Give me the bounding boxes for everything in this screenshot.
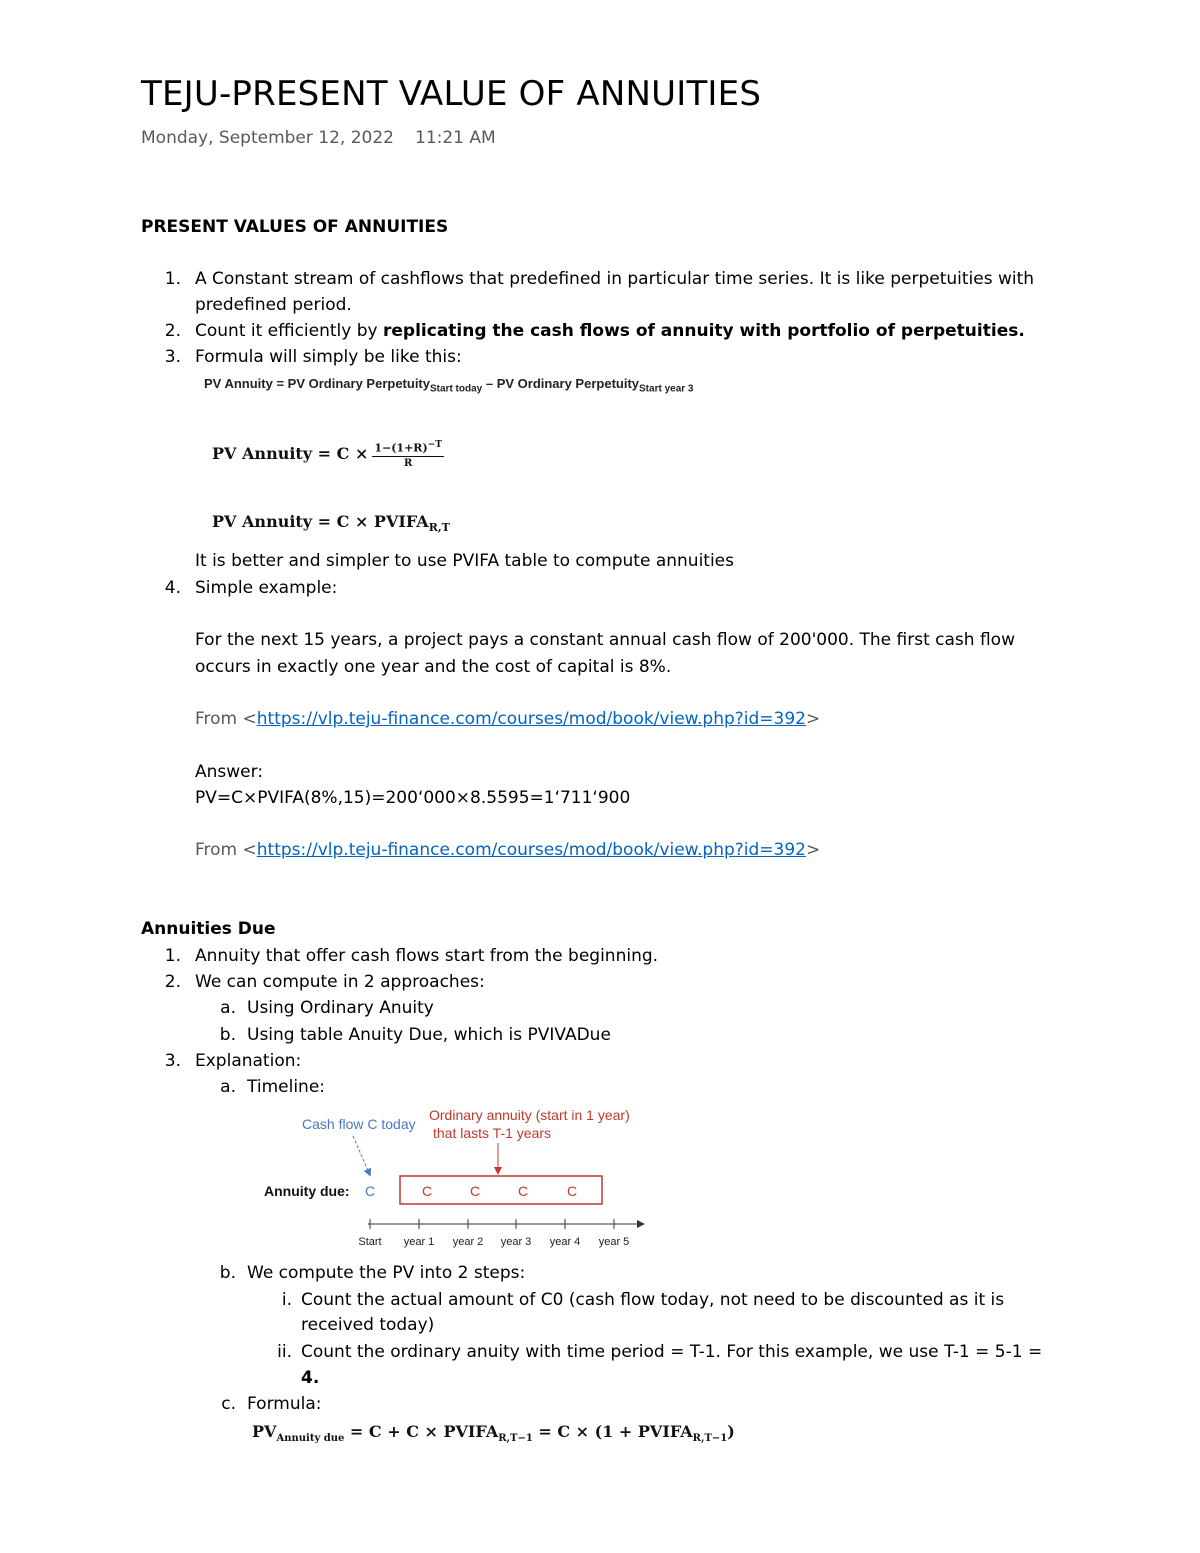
step-text: 4.: [301, 1368, 320, 1388]
cash-today-c: C: [365, 1183, 376, 1199]
formula-pv-annuity-due: [252, 1422, 735, 1444]
page-title: TEJU-PRESENT VALUE OF ANNUITIES: [141, 74, 762, 114]
list-letter: c.: [221, 1394, 236, 1414]
list-letter: a.: [220, 998, 236, 1018]
source-suffix: >: [806, 840, 821, 860]
list-number: 3.: [164, 1051, 181, 1071]
cash-flow-c: C: [567, 1183, 578, 1199]
list-item-text: A Constant stream of cashflows that predefined in particular time series. It is like perpetuities with: [195, 269, 1035, 289]
formula-subscript: R,T−1: [692, 1433, 728, 1445]
fraction-denominator: R: [403, 457, 413, 469]
timeline-tick-label: year 5: [598, 1236, 630, 1248]
formula-subscript: Start today: [430, 383, 483, 395]
formula-subscript: R,T: [428, 521, 450, 535]
list-item-text: Explanation:: [195, 1051, 302, 1071]
formula-text: – PV Ordinary Perpetuity: [482, 376, 640, 391]
step-text: Count the actual amount of C0 (cash flow today, not need to be discounted as it is: [301, 1290, 1005, 1310]
timeline-tick-label: year 1: [403, 1236, 435, 1248]
formula-subscript: Start year 3: [639, 383, 694, 395]
formula-fraction: [372, 440, 444, 469]
note-text: It is better and simpler to use PVIFA table to compute annuities: [195, 551, 735, 571]
source-prefix: From <: [195, 840, 257, 860]
formula-pv-annuity-pvifa: [212, 512, 450, 534]
list-letter: a.: [220, 1077, 236, 1097]
cash-flow-cs: [422, 1183, 577, 1199]
section2-heading: Annuities Due: [141, 919, 276, 939]
source-line: [195, 706, 820, 732]
source-line: [195, 837, 820, 863]
list-item-text: Timeline:: [247, 1077, 326, 1097]
formula-pv-annuity-perpetuity: [204, 376, 694, 395]
list-number: 2.: [164, 321, 181, 341]
page-date: Monday, September 12, 2022: [141, 128, 394, 148]
answer-formula: PV=C×PVIFA(8%,15)=200‘000×8.5595=1‘711‘900: [195, 788, 631, 808]
list-number: 2.: [164, 972, 181, 992]
page-time: 11:21 AM: [415, 128, 496, 148]
cash-flow-c: C: [422, 1183, 433, 1199]
timeline-tick-label: year 4: [549, 1236, 581, 1248]
list-item-text: Formula will simply be like this:: [195, 347, 462, 367]
formula-text: PV Annuity = PV Ordinary Perpetuity: [204, 376, 430, 391]
cash-flow-c: C: [518, 1183, 529, 1199]
formula-subscript: R,T−1: [498, 1433, 533, 1445]
source-link[interactable]: https://vlp.teju-finance.com/courses/mod/book/view.php?id=392: [256, 709, 807, 729]
section1-heading: PRESENT VALUES OF ANNUITIES: [141, 217, 449, 237]
list-item-text: Annuity that offer cash flows start from the beginning.: [195, 946, 659, 966]
list-item-text-bold: replicating the cash flows of annuity with portfolio of perpetuities.: [383, 321, 1025, 341]
example-text: occurs in exactly one year and the cost of capital is 8%.: [195, 657, 672, 677]
list-letter: b.: [219, 1263, 236, 1283]
list-item-text: We compute the PV into 2 steps:: [247, 1263, 526, 1283]
step-text: Count the ordinary anuity with time period = T-1. For this example, we use T-1 = 5-1 =: [301, 1342, 1043, 1362]
timeline-tick-label: year 2: [452, 1236, 484, 1248]
fraction-exponent: −T: [427, 440, 442, 450]
cash-today-arrow: [353, 1136, 369, 1173]
timeline-ticks: [358, 1219, 629, 1248]
list-item-text: [195, 318, 1025, 344]
answer-label: Answer:: [195, 762, 264, 782]
list-letter: b.: [219, 1025, 236, 1045]
formula-text: PV: [252, 1422, 277, 1441]
cash-flow-c: C: [470, 1183, 481, 1199]
list-item-text: Using Ordinary Anuity: [247, 998, 434, 1018]
formula-text: PV Annuity = C ×: [212, 443, 369, 463]
list-number: 4.: [164, 578, 181, 598]
annuity-due-timeline: [255, 1103, 655, 1253]
list-item-text: Simple example:: [195, 578, 338, 598]
list-item-text-plain: Count it efficiently by: [195, 321, 383, 341]
list-number: 1.: [164, 946, 181, 966]
list-item-text: Using table Anuity Due, which is PVIVADue: [247, 1025, 611, 1045]
fraction-numerator: 1−(1+R): [374, 441, 428, 455]
list-item-text: predefined period.: [195, 295, 352, 315]
ordinary-annuity-sublabel: that lasts T-1 years: [433, 1125, 552, 1141]
list-item-text: Formula:: [247, 1394, 322, 1414]
source-link[interactable]: https://vlp.teju-finance.com/courses/mod/book/view.php?id=392: [256, 840, 807, 860]
list-roman: ii.: [277, 1342, 292, 1362]
formula-subscript: Annuity due: [276, 1433, 345, 1445]
annuity-due-label: Annuity due:: [264, 1183, 350, 1199]
example-text: For the next 15 years, a project pays a constant annual cash flow of 200'000. The first cash flow: [195, 630, 1015, 650]
formula-text: = C + C × PVIFA: [344, 1422, 499, 1441]
list-item-text: We can compute in 2 approaches:: [195, 972, 485, 992]
formula-text: = C × (1 + PVIFA: [532, 1422, 693, 1441]
list-number: 1.: [164, 269, 181, 289]
formula-text: PV Annuity = C × PVIFA: [212, 512, 429, 531]
list-roman: i.: [281, 1290, 292, 1310]
source-suffix: >: [806, 709, 821, 729]
timeline-tick-label: Start: [358, 1236, 382, 1248]
formula-text: ): [727, 1422, 735, 1441]
timeline-tick-label: year 3: [500, 1236, 532, 1248]
step-text: received today): [301, 1315, 435, 1335]
cash-today-label: Cash flow C today: [302, 1116, 416, 1132]
source-prefix: From <: [195, 709, 257, 729]
formula-pv-annuity-fraction: [212, 440, 444, 469]
list-number: 3.: [164, 347, 181, 367]
ordinary-annuity-label: Ordinary annuity (start in 1 year): [429, 1107, 630, 1123]
